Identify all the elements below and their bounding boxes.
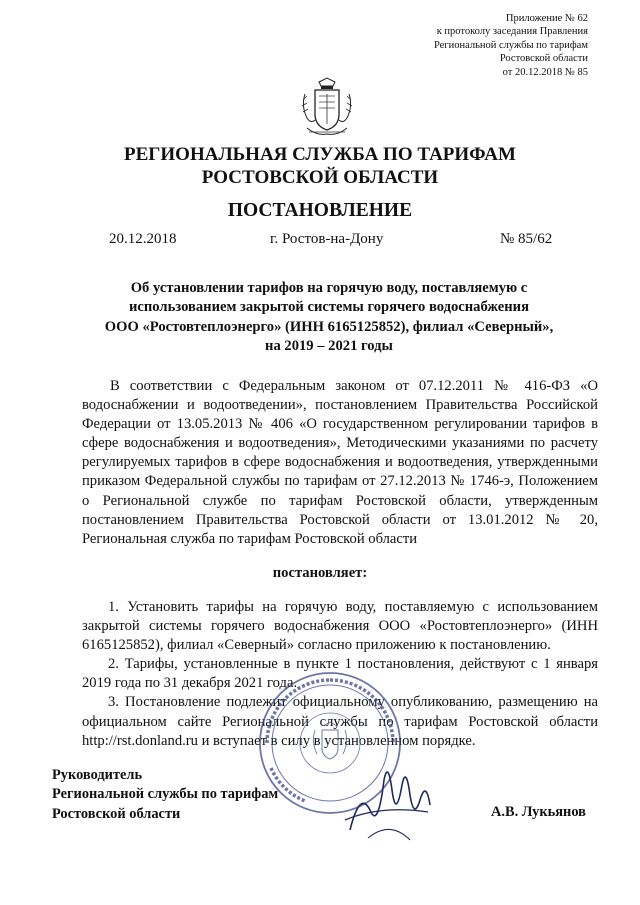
signer-line: Ростовской области: [52, 805, 181, 822]
title-line: на 2019 – 2021 годы: [265, 338, 393, 355]
appendix-line: Приложение № 62: [505, 13, 588, 24]
appendix-block: [434, 12, 588, 79]
signer-name: А.В. Лукьянов: [491, 804, 586, 820]
document-city: г. Ростов-на-Дону: [270, 231, 384, 247]
preamble-text: В соответствии с Федеральным законом от 07.12.2011 № 416-ФЗ «О водоснабжении и водоотведении», постановлением Правительства Российской Федерации от 13.05.2013 № 406 «О государственном регулировании тарифов в сфере водоснабжения и водоотведения», Методическими указаниями по расчету регулируемых тарифов в сфере водоснабжения и водоотведения, утвержденными приказом Федеральной службы по тарифам от 27.12.2013 № 1746-э, Положением о Региональной службе по тарифам Ростовской области, утвержденным постановлением Правительства Ростовской области от 13.01.2012 № 20, Региональная служба по тарифам Ростовской области: [82, 378, 598, 547]
document-title: [60, 279, 598, 357]
document-type: ПОСТАНОВЛЕНИЕ: [227, 200, 413, 221]
appendix-line: от 20.12.2018 № 85: [502, 66, 588, 78]
signer-line: Региональной службы по тарифам: [52, 786, 279, 803]
handwritten-signature-icon: [340, 750, 435, 845]
point-item: 2. Тарифы, установленные в пункте 1 постановления, действуют с 1 января 2019 года по 31 декабря 2021 года.: [82, 656, 598, 692]
preamble-paragraph: [82, 377, 598, 549]
title-line: использованием закрытой системы горячего водоснабжения: [128, 299, 529, 316]
point-item: 3. Постановление подлежит официальному опубликованию, размещению на официальном сайте Региональной службы по тарифам Ростовской области http://rst.donland.ru и вступает в силу в установленном порядке.: [82, 694, 598, 749]
appendix-line: к протоколу заседания Правления: [436, 26, 588, 38]
organization-line-2: РОСТОВСКОЙ ОБЛАСТИ: [201, 167, 439, 188]
appendix-line: Региональной службы по тарифам: [433, 39, 588, 51]
document-number: № 85/62: [500, 231, 553, 247]
coat-of-arms-icon: [297, 76, 357, 140]
resolves-heading: постановляет:: [272, 565, 368, 581]
title-line: Об установлении тарифов на горячую воду, поставляемую с: [130, 280, 528, 296]
signer-block: [52, 766, 278, 824]
document-date: 20.12.2018: [109, 231, 177, 247]
title-line: ООО «Ростовтеплоэнерго» (ИНН 6165125852), филиал «Северный»,: [104, 318, 554, 335]
organization-name: [0, 143, 640, 189]
organization-line-1: РЕГИОНАЛЬНАЯ СЛУЖБА ПО ТАРИФАМ: [124, 144, 516, 165]
point-item: 1. Установить тарифы на горячую воду, поставляемую с использованием закрытой системы горячего водоснабжения ООО «Ростовтеплоэнерго» (ИНН 6165125852), филиал «Северный» согласно приложению к постановлению.: [82, 599, 598, 654]
signer-line: Руководитель: [52, 767, 143, 783]
appendix-line: Ростовской области: [499, 53, 588, 65]
